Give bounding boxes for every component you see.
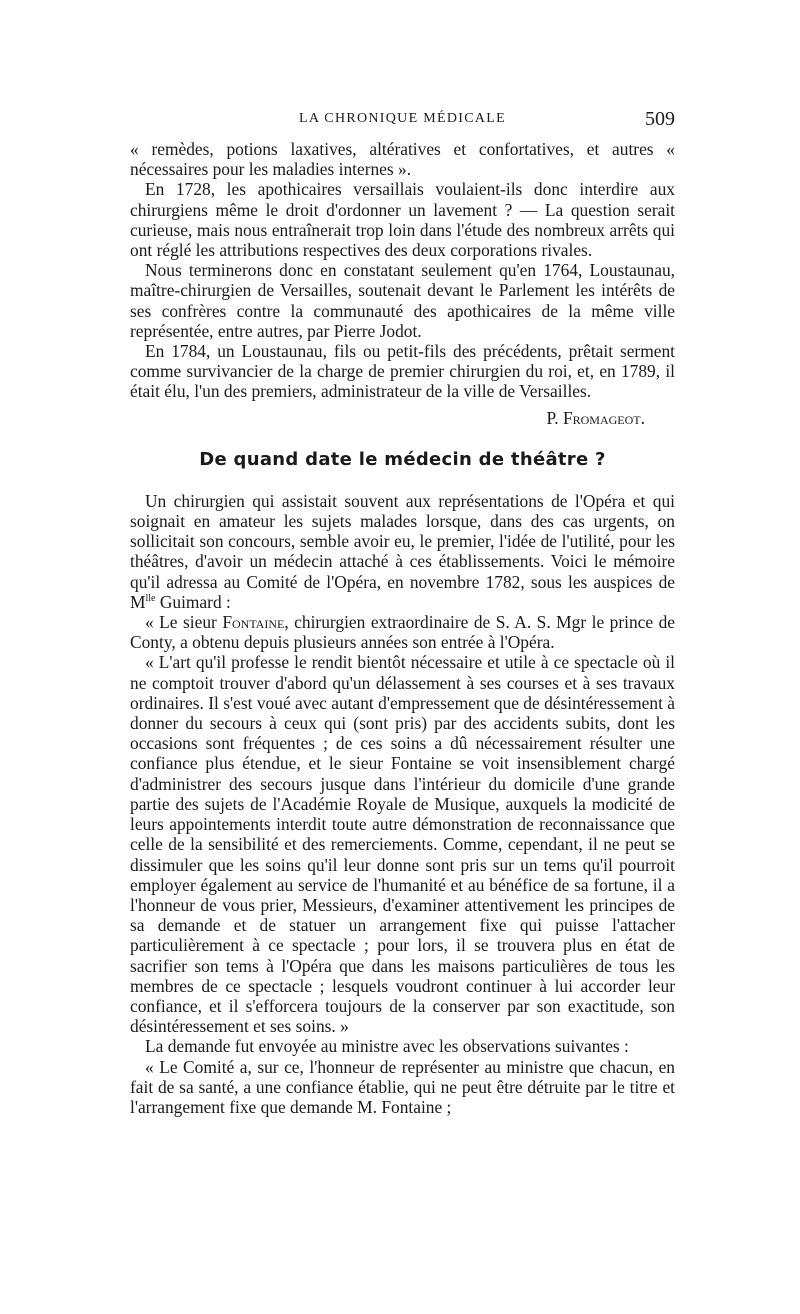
quoted-paragraph: « L'art qu'il professe le rendit bientôt nécessaire et utile à ce spectacle où il ne comptoit trouver d'abord qu'un délassement à ses courses et à ses travaux ordinaires. Il s'est voué avec autant d'empressement que de désintéressement à donner du secours à ceux qui (sont pris) par des accidents subits, dont les occasions sont fréquentes ; de ces soins a dû nécessairement résulter une confiance plus étendue, et le sieur Fontaine se voit insensiblement chargé d'administrer des secours jusque dans l'intérieur du domicile d'une grande partie des sujets de l'Académie Royale de Musique, auxquels la modicité de leurs appointements interdit toute autre démonstration de reconnaissance que celle de la sensibilité et des remerciements. Comme, cependant, il ne peut se dissimuler que les soins qu'il leur donne sont pris sur un tems qu'il pourroit employer également au service de l'humanité et au bénéfice de sa fortune, il a l'honneur de vous prier, Messieurs, d'examiner attentivement les principes de sa demande et de statuer un arrangement fixe qui puisse l'attacher particulièrement à ce spectacle ; pour lors, il se trouvera plus en état de sacrifier son tems à l'Opéra que dans les maisons particulières de tous les membres de ce spectacle ; lesquels voudront continuer à lui accorder leur confiance, et il s'efforcera toujours de la conserver par son exactitude, son désintéressement et ses soins. » — [130, 652, 675, 1037]
paragraph-text: « Le sieur — [145, 612, 223, 633]
paragraph-continuation: « remèdes, potions laxatives, altératives et confortatives, et autres « nécessaires pour les maladies internes ». — [130, 139, 675, 180]
paragraph: Nous terminerons donc en constatant seulement qu'en 1764, Loustaunau, maître-chirurgien de Versailles, soutenait devant le Parlement les intérêts de ses confrères contre la communauté des apothicaires de la même ville représentée, entre autres, par Pierre Jodot. — [130, 260, 675, 341]
paragraph-text: , chirurgien extraordinaire de S. A. S. Mgr le prince de Conty, a obtenu depuis plusieurs années son entrée à l'Opéra. — [130, 612, 676, 653]
person-name: Fontaine — [222, 612, 285, 633]
paragraph — [130, 491, 675, 612]
text-column — [130, 139, 675, 1117]
author-signature — [130, 408, 645, 428]
page-header — [130, 108, 675, 132]
paragraph-text: Un chirurgien qui assistait souvent aux représentations de l'Opéra et qui soignait en amateur les sujets malades lorsque, dans des cas urgents, on sollicitait son concours, semble avoir eu, le premier, l'idée de l'utilité, pour les théâtres, d'avoir un médecin attaché à ces établissements. Voici le mémoire qu'il adressa au Comité de l'Opéra, en novembre 1782, sous les auspices de M — [130, 490, 675, 612]
quoted-paragraph — [130, 612, 675, 652]
section-heading: De quand date le médecin de théâtre ? — [199, 448, 606, 470]
signature-name: Fromageot. — [562, 407, 645, 428]
signature-initial: P. — [546, 407, 559, 428]
paragraph: En 1728, les apothicaires versaillais voulaient-ils donc interdire aux chirurgiens même le droit d'ordonner un lavement ? — La question serait curieuse, mais nous entraînerait trop loin dans l'étude des nombreux arrêts qui ont réglé les attributions respectives des deux corporations rivales. — [130, 179, 675, 261]
paragraph-text: Guimard : — [155, 591, 231, 612]
quoted-paragraph: « Le Comité a, sur ce, l'honneur de représenter au ministre que chacun, en fait de sa santé, a une confiance établie, qui ne peut être détruite par le titre et l'arrangement fixe que demande M. Fontaine ; — [130, 1056, 675, 1117]
running-title: LA CHRONIQUE MÉDICALE — [299, 111, 506, 126]
page-number: 509 — [645, 108, 675, 130]
paragraph: La demande fut envoyée au ministre avec les observations suivantes : — [145, 1036, 629, 1057]
paragraph: En 1784, un Loustaunau, fils ou petit-fils des précédents, prêtait serment comme survivancier de la charge de premier chirurgien du roi, et, en 1789, il était élu, l'un des premiers, administrateur de la ville de Versailles. — [130, 341, 675, 402]
superscript: lle — [145, 593, 156, 605]
